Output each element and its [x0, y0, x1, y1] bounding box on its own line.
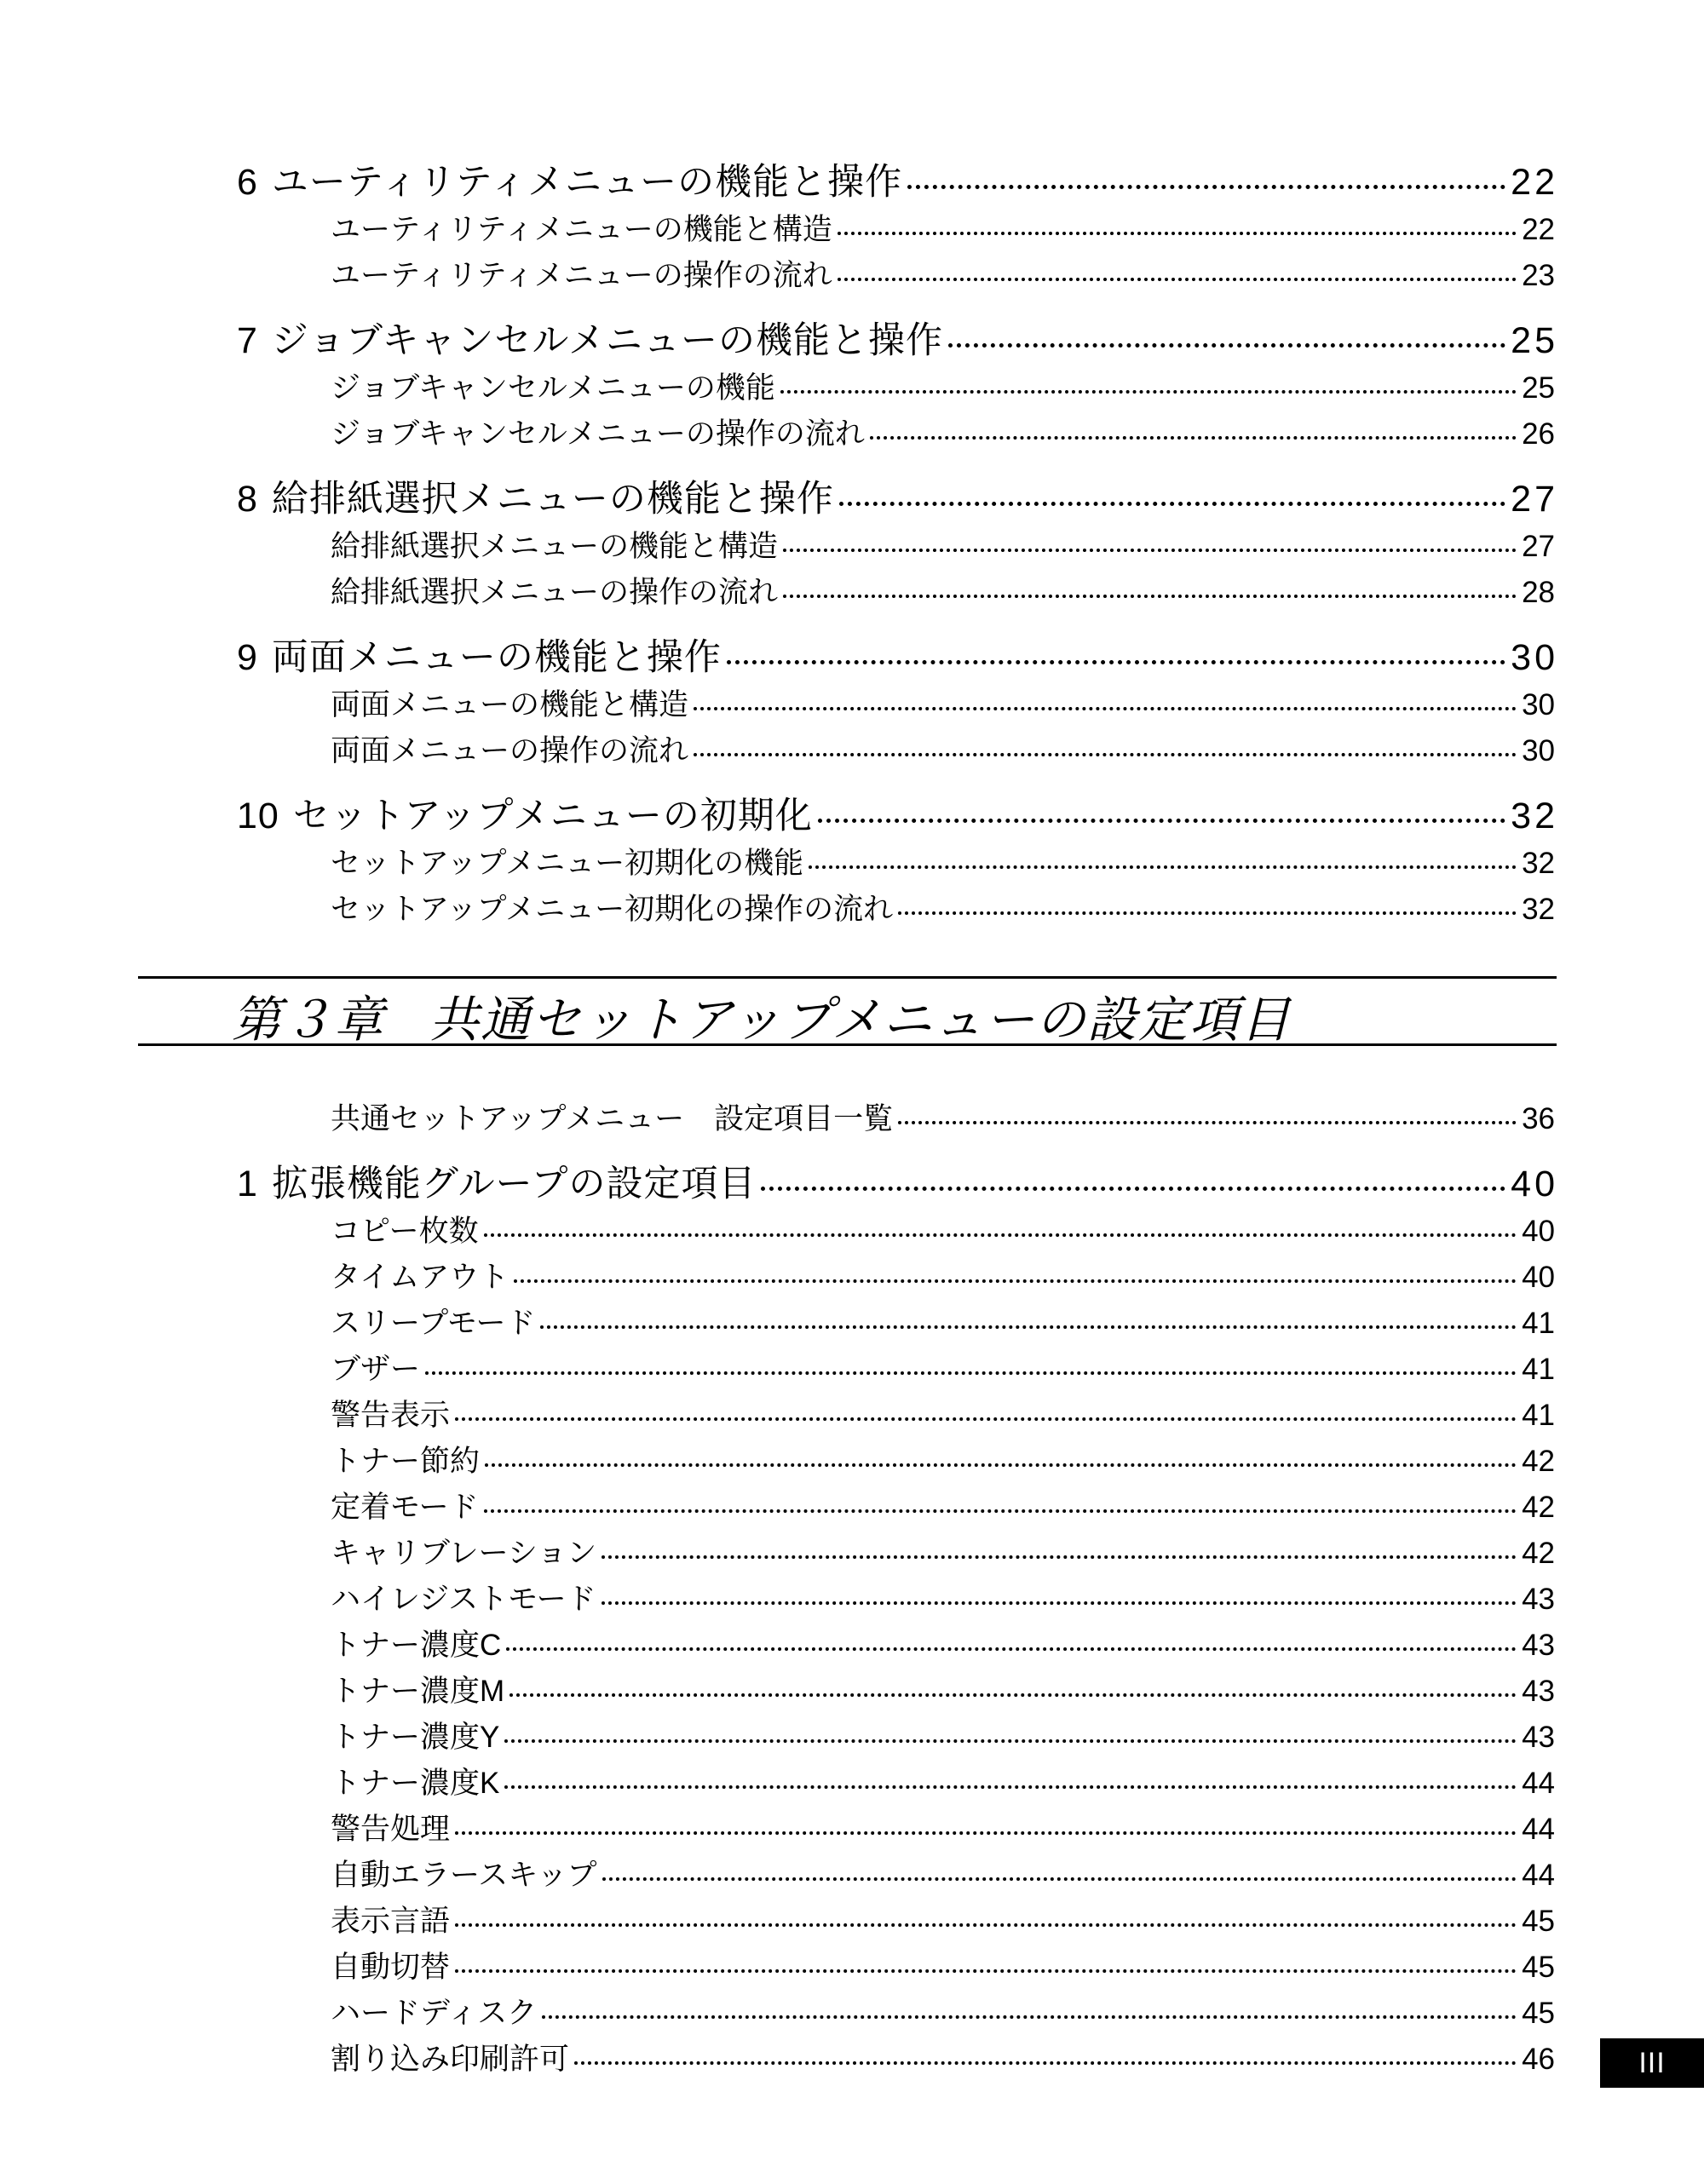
- section-title: 両面メニューの機能と操作: [271, 637, 722, 678]
- toc-item[interactable]: [331, 1622, 1555, 1664]
- toc-item[interactable]: [331, 1990, 1555, 2032]
- page-ref: 26: [1522, 417, 1555, 451]
- dot-leader: [484, 1509, 1517, 1513]
- page-ref: 44: [1522, 1813, 1555, 1846]
- dot-leader: [455, 1417, 1517, 1421]
- item-title: トナー濃度K: [331, 1767, 500, 1800]
- page-ref: 42: [1522, 1445, 1555, 1478]
- dot-leader: [694, 707, 1517, 710]
- page-ref: 30: [1511, 637, 1558, 678]
- dot-leader: [509, 1693, 1517, 1697]
- dot-leader: [818, 819, 1505, 823]
- toc-item[interactable]: [331, 1944, 1555, 1986]
- page-ref: 43: [1522, 1721, 1555, 1754]
- dot-leader: [504, 1785, 1517, 1789]
- item-title: スリープモード: [331, 1307, 536, 1340]
- section-number: 10: [237, 796, 279, 836]
- dot-leader: [838, 232, 1517, 235]
- page-ref: 22: [1522, 213, 1555, 246]
- toc-item[interactable]: [331, 727, 1555, 770]
- toc-item[interactable]: [331, 1714, 1555, 1756]
- dot-leader: [694, 753, 1517, 756]
- dot-leader: [574, 2061, 1517, 2065]
- section-number: 7: [237, 320, 258, 361]
- item-title: 警告処理: [331, 1813, 451, 1846]
- dot-leader: [540, 1325, 1517, 1329]
- toc-heading-10[interactable]: [237, 787, 1558, 839]
- item-title: トナー濃度Y: [331, 1721, 500, 1754]
- item-title: 警告表示: [331, 1399, 451, 1432]
- page-ref: 30: [1522, 688, 1555, 721]
- item-title: トナー濃度M: [331, 1675, 505, 1708]
- page-ref: 22: [1511, 162, 1558, 203]
- dot-leader: [898, 911, 1517, 915]
- toc-item[interactable]: [331, 1208, 1555, 1250]
- page-ref: 23: [1522, 259, 1555, 292]
- toc-item[interactable]: [331, 523, 1555, 566]
- toc-heading-1[interactable]: [237, 1155, 1558, 1207]
- dot-leader: [602, 1877, 1517, 1881]
- page-ref: 45: [1522, 1905, 1555, 1938]
- toc-item-overview[interactable]: [331, 1095, 1555, 1138]
- section-number: 1: [237, 1164, 258, 1204]
- item-title: ブザー: [331, 1353, 421, 1386]
- toc-item[interactable]: [331, 1392, 1555, 1434]
- item-title: 自動エラースキップ: [331, 1859, 597, 1892]
- item-title: 共通セットアップメニュー 設定項目一覧: [331, 1102, 894, 1135]
- chapter-rule-top: [138, 976, 1557, 979]
- page-ref: 42: [1522, 1537, 1555, 1570]
- toc-item[interactable]: [331, 1760, 1555, 1802]
- toc-item[interactable]: [331, 1898, 1555, 1940]
- dot-leader: [602, 1555, 1517, 1559]
- section-title: 拡張機能グループの設定項目: [271, 1164, 757, 1204]
- page-ref: 40: [1522, 1261, 1555, 1294]
- dot-leader: [780, 390, 1517, 394]
- toc-item[interactable]: [331, 206, 1555, 249]
- page-ref: 41: [1522, 1307, 1555, 1340]
- toc-item[interactable]: [331, 569, 1555, 612]
- page-ref: 42: [1522, 1491, 1555, 1524]
- dot-leader: [504, 1739, 1517, 1743]
- dot-leader: [727, 660, 1505, 664]
- toc-item[interactable]: [331, 886, 1555, 928]
- toc-item[interactable]: [331, 365, 1555, 407]
- item-title: セットアップメニュー初期化の機能: [331, 847, 804, 880]
- item-title: ユーティリティメニューの機能と構造: [331, 213, 832, 246]
- page-ref: 43: [1522, 1629, 1555, 1662]
- section-title: ジョブキャンセルメニューの機能と操作: [271, 320, 944, 361]
- dot-leader: [839, 502, 1505, 506]
- toc-item[interactable]: [331, 1530, 1555, 1572]
- dot-leader: [542, 2015, 1517, 2019]
- chapter-rule-bottom: [138, 1043, 1557, 1046]
- page-ref: 40: [1511, 1164, 1558, 1204]
- page-ref: 44: [1522, 1767, 1555, 1800]
- item-title: コピー枚数: [331, 1215, 479, 1248]
- page-ref: 27: [1511, 479, 1558, 520]
- dot-leader: [870, 436, 1517, 440]
- dot-leader: [455, 1923, 1517, 1927]
- dot-leader: [455, 1969, 1517, 1973]
- dot-leader: [602, 1601, 1517, 1605]
- dot-leader: [455, 1831, 1517, 1835]
- dot-leader: [838, 278, 1517, 281]
- toc-heading-6[interactable]: [237, 153, 1558, 205]
- toc-item[interactable]: [331, 840, 1555, 882]
- section-number: 8: [237, 479, 258, 520]
- item-title: 表示言語: [331, 1905, 451, 1938]
- toc-item[interactable]: [331, 1484, 1555, 1526]
- item-title: トナー節約: [331, 1445, 481, 1478]
- page-ref: 46: [1522, 2043, 1555, 2076]
- section-title: セットアップメニューの初期化: [292, 796, 813, 836]
- dot-leader: [809, 865, 1517, 869]
- dot-leader: [783, 549, 1517, 552]
- page-ref: 45: [1522, 1951, 1555, 1984]
- toc-heading-9[interactable]: [237, 629, 1558, 681]
- item-title: 両面メニューの操作の流れ: [331, 734, 689, 767]
- item-title: 給排紙選択メニューの機能と構造: [331, 530, 779, 563]
- item-title: キャリブレーション: [331, 1537, 597, 1570]
- toc-heading-7[interactable]: [237, 312, 1558, 364]
- dot-leader: [484, 1233, 1517, 1237]
- page-ref: 44: [1522, 1859, 1555, 1892]
- chapter-label: 第３章: [232, 992, 386, 1048]
- toc-item[interactable]: [331, 1668, 1555, 1710]
- item-title: トナー濃度C: [331, 1629, 502, 1662]
- item-title: ハイレジストモード: [331, 1583, 596, 1616]
- item-title: ハードディスク: [331, 1997, 538, 2030]
- toc-item[interactable]: [331, 1576, 1555, 1618]
- toc-item[interactable]: [331, 411, 1555, 453]
- toc-item[interactable]: [331, 1806, 1555, 1848]
- page-number-tab: [1600, 2038, 1704, 2088]
- page-ref: 41: [1522, 1399, 1555, 1432]
- page-ref: 41: [1522, 1353, 1555, 1386]
- dot-leader: [761, 1187, 1505, 1191]
- toc-item[interactable]: [331, 2036, 1555, 2078]
- page-number: III: [1638, 2046, 1666, 2079]
- toc-item[interactable]: [331, 1852, 1555, 1894]
- dot-leader: [948, 343, 1505, 348]
- page-ref: 40: [1522, 1215, 1555, 1248]
- toc-item[interactable]: [331, 1254, 1555, 1296]
- item-title: 給排紙選択メニューの操作の流れ: [331, 576, 779, 609]
- dot-leader: [425, 1371, 1517, 1375]
- item-title: セットアップメニュー初期化の操作の流れ: [331, 893, 894, 926]
- page-ref: 25: [1511, 320, 1558, 361]
- toc-item[interactable]: [331, 1300, 1555, 1342]
- page-ref: 28: [1522, 576, 1555, 609]
- item-title: 自動切替: [331, 1951, 451, 1984]
- dot-leader: [506, 1647, 1517, 1651]
- page-ref: 36: [1522, 1102, 1555, 1135]
- page-ref: 30: [1522, 734, 1555, 767]
- item-title: 定着モード: [331, 1491, 479, 1524]
- section-number: 6: [237, 162, 258, 203]
- section-number: 9: [237, 637, 258, 678]
- page-ref: 32: [1511, 796, 1558, 836]
- page-ref: 25: [1522, 371, 1555, 405]
- item-title: ジョブキャンセルメニューの機能: [331, 371, 775, 405]
- toc-item[interactable]: [331, 1346, 1555, 1388]
- page-ref: 43: [1522, 1583, 1555, 1616]
- toc-heading-8[interactable]: [237, 470, 1558, 522]
- item-title: タイムアウト: [331, 1261, 509, 1294]
- dot-leader: [485, 1463, 1517, 1467]
- dot-leader: [907, 185, 1505, 189]
- chapter-heading[interactable]: [232, 980, 1292, 1051]
- toc-item[interactable]: [331, 252, 1555, 295]
- dot-leader: [783, 595, 1517, 598]
- dot-leader: [898, 1121, 1517, 1124]
- toc-item[interactable]: [331, 1438, 1555, 1480]
- page-ref: 32: [1522, 847, 1555, 880]
- dot-leader: [514, 1279, 1517, 1283]
- section-title: ユーティリティメニューの機能と操作: [271, 162, 903, 203]
- toc-item[interactable]: [331, 681, 1555, 724]
- section-title: 給排紙選択メニューの機能と操作: [271, 479, 834, 520]
- item-title: ジョブキャンセルメニューの操作の流れ: [331, 417, 865, 451]
- item-title: ユーティリティメニューの操作の流れ: [331, 259, 832, 292]
- page-ref: 27: [1522, 530, 1555, 563]
- item-title: 両面メニューの機能と構造: [331, 688, 689, 721]
- page-ref: 43: [1522, 1675, 1555, 1708]
- item-title: 割り込み印刷許可: [331, 2043, 570, 2076]
- page-ref: 32: [1522, 893, 1555, 926]
- chapter-title: 共通セットアップメニューの設定項目: [429, 992, 1292, 1048]
- page-ref: 45: [1522, 1997, 1555, 2030]
